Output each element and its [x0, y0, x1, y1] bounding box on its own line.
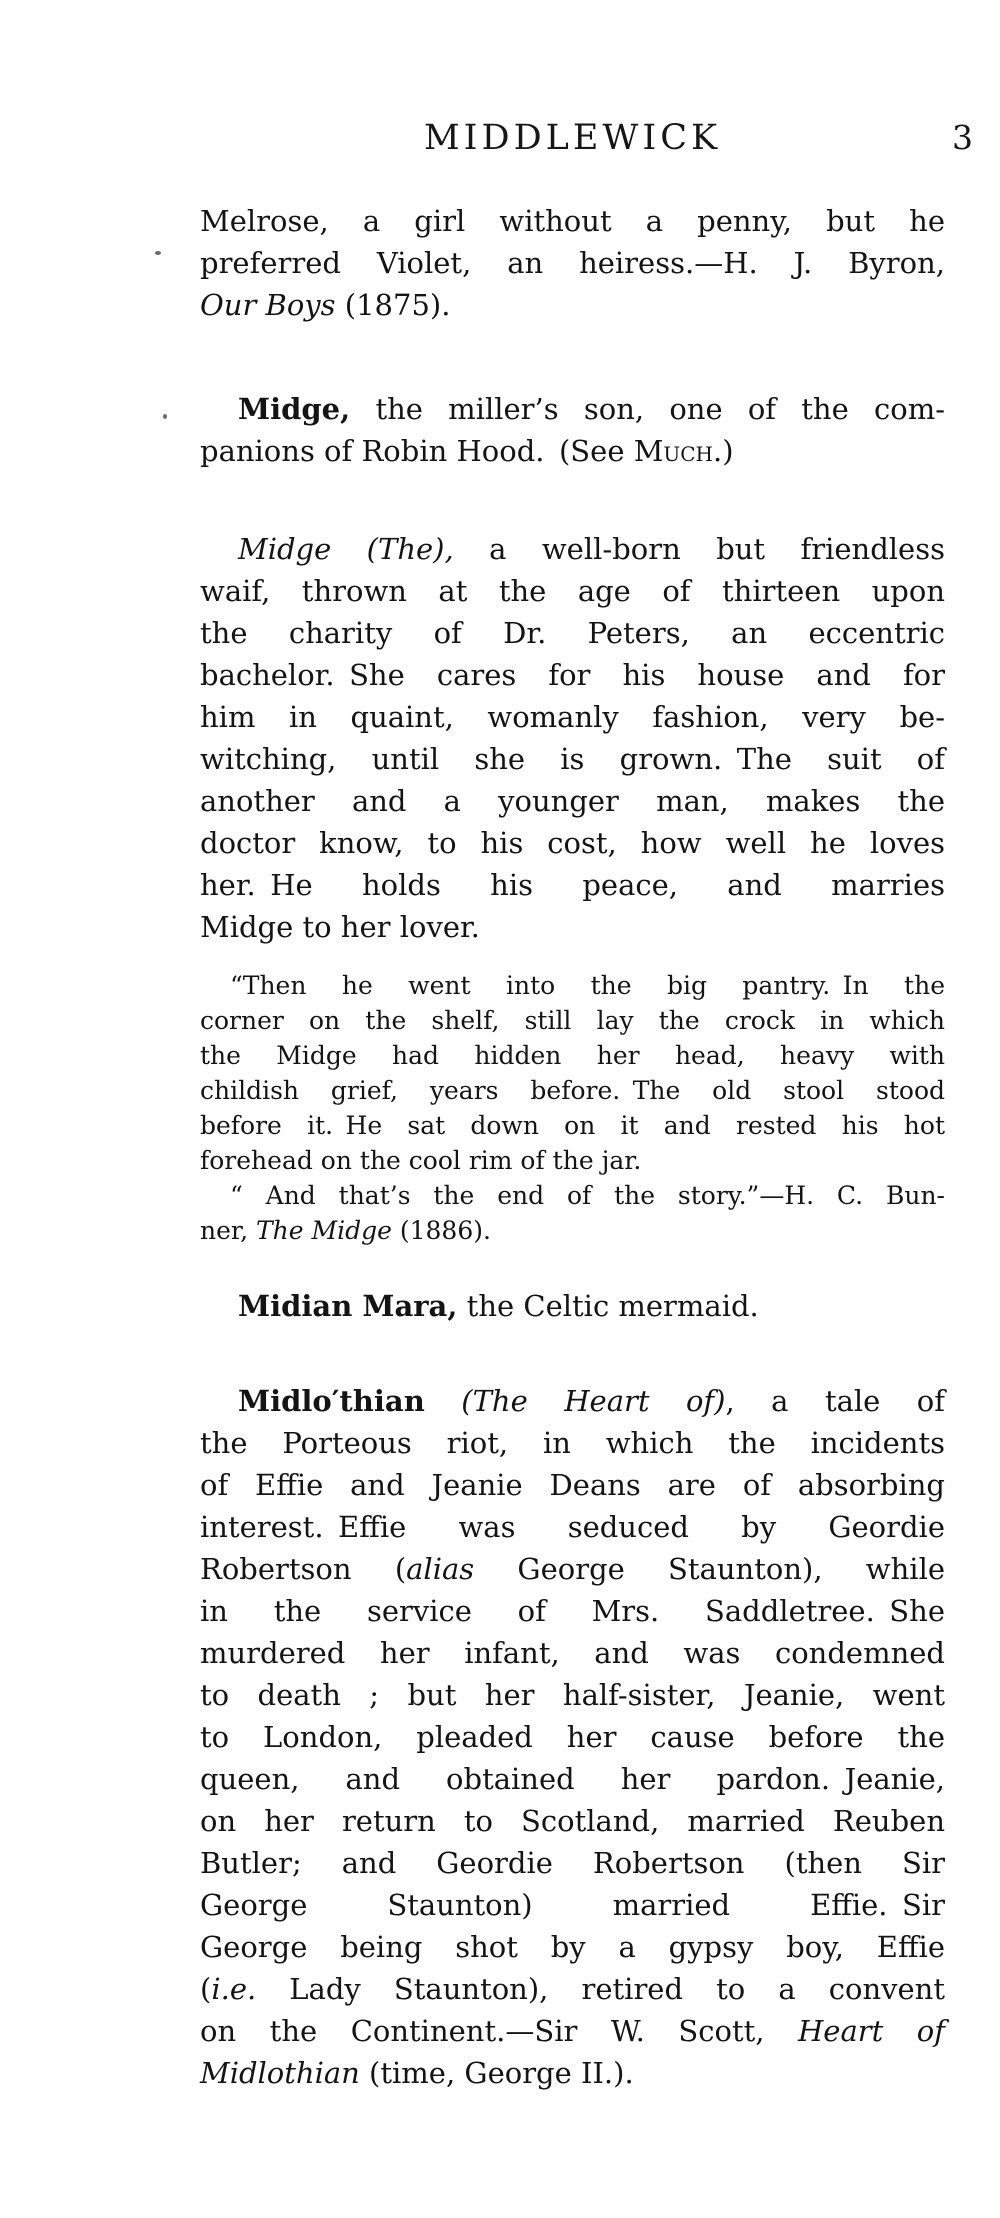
scan-speck	[155, 251, 161, 255]
text-segment: Butler; and Geordie Robertson (then Sir	[200, 1846, 945, 1880]
text-segment: doctor know, to his cost, how well he loves	[200, 826, 945, 860]
text-line	[200, 1213, 945, 1248]
text-segment: preferred Violet, an heiress.—H. J. Byron,	[200, 246, 945, 280]
text-line	[200, 1422, 945, 1464]
text-segment: George being shot by a gypsy boy, Effie	[200, 1930, 945, 1964]
text-segment: of Effie and Jeanie Deans are of absorbing	[200, 1468, 945, 1502]
text-line	[200, 1632, 945, 1674]
text-segment: (time, George II.).	[359, 2056, 634, 2090]
text-line	[200, 1590, 945, 1632]
text-segment: the miller’s son, one of the com-	[350, 392, 945, 426]
text-line	[200, 1464, 945, 1506]
text-line	[200, 1506, 945, 1548]
text-segment: queen, and obtained her pardon. Jeanie,	[200, 1762, 945, 1796]
text-line	[200, 1716, 945, 1758]
text-line	[200, 1548, 945, 1590]
entry-midian-mara	[200, 1285, 945, 1327]
text-line	[200, 1968, 945, 2010]
text-line	[200, 388, 945, 430]
text-segment: in the service of Mrs. Saddletree. She	[200, 1594, 945, 1628]
text-line	[200, 612, 945, 654]
text-line	[200, 284, 945, 326]
text-segment: to London, pleaded her cause before the	[200, 1720, 945, 1754]
text-segment: George Staunton), while	[474, 1552, 946, 1586]
text-line	[200, 1800, 945, 1842]
text-line	[200, 1003, 945, 1038]
text-segment: Our Boys	[200, 288, 336, 322]
text-segment	[425, 1384, 461, 1418]
text-line	[200, 1758, 945, 1800]
text-segment: before it. He sat down on it and rested his hot	[200, 1111, 945, 1140]
text-segment: , a tale of	[725, 1384, 945, 1418]
text-segment: ner,	[200, 1216, 256, 1245]
text-segment: .)	[713, 434, 734, 468]
text-segment: him in quaint, womanly fashion, very be-	[200, 700, 945, 734]
text-segment: on her return to Scotland, married Reuben	[200, 1804, 945, 1838]
text-segment: the Celtic mermaid.	[457, 1289, 759, 1323]
text-line	[200, 1380, 945, 1422]
text-line	[200, 570, 945, 612]
text-segment: the charity of Dr. Peters, an eccentric	[200, 616, 945, 650]
text-segment: the Midge had hidden her head, heavy with	[200, 1041, 945, 1070]
text-segment: “Then he went into the big pantry. In the	[230, 971, 945, 1000]
text-segment: childish grief, years before. The old stool stood	[200, 1076, 945, 1105]
text-segment: Midlo′thian	[238, 1384, 425, 1418]
text-segment: a well-born but friendless	[453, 532, 945, 566]
text-line	[200, 2010, 945, 2052]
text-line	[200, 864, 945, 906]
text-line	[200, 1178, 945, 1213]
text-line	[200, 1143, 945, 1178]
text-segment: Robertson (	[200, 1552, 407, 1586]
text-line	[200, 1073, 945, 1108]
text-line	[200, 1108, 945, 1143]
text-line	[200, 242, 945, 284]
entry-midge-quote-2	[200, 1178, 945, 1248]
page-title: MIDDLEWICK	[423, 118, 722, 158]
entry-melrose-continuation	[200, 200, 945, 326]
text-segment: alias	[406, 1552, 475, 1586]
text-segment: her. He holds his peace, and marries	[200, 868, 945, 902]
text-line	[200, 1038, 945, 1073]
text-segment: (The Heart of)	[461, 1384, 726, 1418]
text-line	[200, 1842, 945, 1884]
text-segment: George Staunton) married Effie. Sir	[200, 1888, 945, 1922]
text-segment: the Porteous riot, in which the incidents	[200, 1426, 945, 1460]
text-segment: murdered her infant, and was condemned	[200, 1636, 945, 1670]
text-segment: The Midge	[256, 1216, 392, 1245]
text-line	[200, 1884, 945, 1926]
text-line	[200, 696, 945, 738]
text-line	[200, 968, 945, 1003]
text-line	[200, 822, 945, 864]
text-line	[200, 200, 945, 242]
text-segment: Midlothian	[200, 2056, 360, 2090]
entry-midlothian	[200, 1380, 945, 2094]
page-number: 3	[952, 118, 973, 157]
text-segment: Midian Mara,	[238, 1289, 458, 1323]
text-segment: panions of Robin Hood. (See	[200, 434, 634, 468]
text-segment: Midge to her lover.	[200, 910, 480, 944]
text-segment: forehead on the cool rim of the jar.	[200, 1146, 642, 1175]
text-segment: bachelor. She cares for his house and for	[200, 658, 945, 692]
text-segment: waif, thrown at the age of thirteen upon	[200, 574, 945, 608]
text-line	[200, 528, 945, 570]
entry-midge-the	[200, 528, 945, 948]
text-segment: (	[200, 1972, 212, 2006]
text-segment: Lady Staunton), retired to a convent	[256, 1972, 945, 2006]
text-segment: Heart of	[798, 2014, 946, 2048]
text-line	[200, 654, 945, 696]
text-segment: i.e.	[211, 1972, 257, 2006]
text-line	[200, 738, 945, 780]
text-segment: interest. Effie was seduced by Geordie	[200, 1510, 945, 1544]
text-line	[200, 780, 945, 822]
text-line	[200, 1926, 945, 1968]
text-segment: Midge,	[238, 392, 351, 426]
text-segment: on the Continent.—Sir W. Scott,	[200, 2014, 799, 2048]
text-segment: Melrose, a girl without a penny, but he	[200, 204, 945, 238]
entry-midge-quote-1	[200, 968, 945, 1178]
text-line	[200, 2052, 945, 2094]
text-segment: witching, until she is grown. The suit of	[200, 742, 945, 776]
text-column	[200, 200, 945, 2094]
text-line	[200, 430, 945, 472]
text-segment: “ And that’s the end of the story.”—H. C. Bun-	[230, 1181, 945, 1210]
text-segment: (1875).	[335, 288, 451, 322]
text-line	[200, 1674, 945, 1716]
text-line	[200, 906, 945, 948]
text-segment: (1886).	[391, 1216, 491, 1245]
entry-midge	[200, 388, 945, 472]
text-line	[200, 1285, 945, 1327]
text-segment: corner on the shelf, still lay the crock in which	[200, 1006, 945, 1035]
scan-speck	[163, 414, 167, 419]
text-segment: to death ; but her half-sister, Jeanie, went	[200, 1678, 945, 1712]
text-segment: Midge (The),	[238, 532, 454, 566]
text-segment: another and a younger man, makes the	[200, 784, 945, 818]
text-segment: Much	[633, 434, 713, 468]
running-head	[200, 118, 945, 158]
